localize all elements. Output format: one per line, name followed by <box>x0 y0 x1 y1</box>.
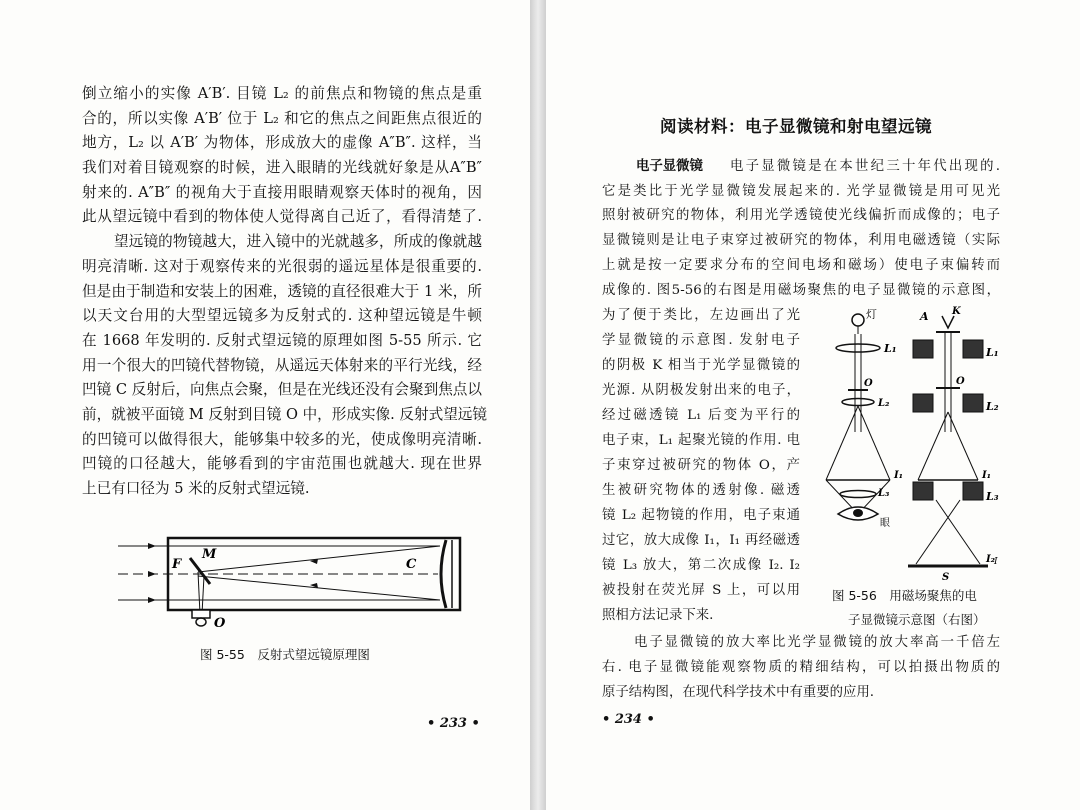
text-line: 镜 L₂ 起物镜的作用，电子束通 <box>602 508 800 523</box>
text-line: 明亮清晰. 这对于观察传来的光很弱的遥远星体是很重要的. <box>82 258 482 275</box>
text-line: 凹镜的口径越大，能够看到的宇宙范围也就越大. 现在世界 <box>82 455 482 472</box>
text-line: 为了便于类比，左边画出了光 <box>602 308 800 323</box>
text-line: 凹镜 C 反射后，向焦点会聚，但是在光线还没有会聚到焦点以 <box>82 381 482 398</box>
text-line: 以天文台用的大型望远镜多为反射式的. 这种望远镜是牛顿 <box>82 307 482 324</box>
page-number: • 234 • <box>602 712 655 727</box>
text-line: 上就是按一定要求分布的空间电场和磁场）使电子束偏转而 <box>602 258 1000 273</box>
label-i2: I₂ <box>986 554 996 565</box>
label-k: K <box>952 306 961 317</box>
text-line: 被投射在荧光屏 S 上，可以用 <box>602 583 800 598</box>
text-line: 我们对着目镜观察的时候，进入眼睛的光线就好象是从A″B″ <box>82 159 482 176</box>
text-line: 合的，所以实像 A′B′ 位于 L₂ 和它的焦点之间距焦点很近的 <box>82 110 482 127</box>
text-line: 照射被研究的物体，利用光学透镜使光线偏折而成像的；电子 <box>602 208 1000 223</box>
label-i1-right: I₁ <box>982 470 992 481</box>
paragraph-heading: 电子显微镜 <box>636 159 703 174</box>
electron-microscope-diagram <box>808 302 1004 584</box>
label-lamp: 灯 <box>866 308 877 321</box>
text-line: 电子显微镜是在本世纪三十年代出现的. <box>730 159 1000 174</box>
text-line: 电子束，L₁ 起聚光镜的作用. 电 <box>602 433 800 448</box>
label-i: I <box>994 557 998 567</box>
text-line: 电子显微镜的放大率比光学显微镜的放大率高一千倍左 <box>634 635 1000 650</box>
text-line: 子束穿过被研究的物体 O，产 <box>602 458 800 473</box>
label-s: S <box>942 572 950 583</box>
text-line: 的凹镜可以做得很大，能够集中较多的光，使成像明亮清晰. <box>82 431 482 448</box>
text-line: 望远镜的物镜越大，进入镜中的光就越多，所成的像就越 <box>114 233 482 250</box>
label-o-right: O <box>956 376 965 387</box>
text-line: 倒立缩小的实像 A′B′. 目镜 L₂ 的前焦点和物镜的焦点是重 <box>82 85 482 102</box>
figure-caption: 图 5-55 反射式望远镜原理图 <box>200 647 370 662</box>
page-number: • 233 • <box>427 716 480 731</box>
text-line: 用一个很大的凹镜代替物镜，从遥远天体射来的平行光线，经 <box>82 357 482 374</box>
label-l3-left: L₃ <box>878 488 890 499</box>
text-line: 原子结构图，在现代科学技术中有重要的应用. <box>602 685 875 700</box>
text-line: 前，就被平面镜 M 反射到目镜 O 中，形成实像. 反射式望远镜 <box>82 406 487 423</box>
right-page <box>546 0 1080 810</box>
label-l2-right: L₂ <box>986 400 999 413</box>
label-i1-left: I₁ <box>894 470 904 481</box>
label-o-left: O <box>864 378 873 389</box>
left-page <box>0 0 530 810</box>
text-line: 经过磁透镜 L₁ 后变为平行的 <box>602 408 800 423</box>
label-c: C <box>406 557 417 572</box>
label-m: M <box>202 547 217 562</box>
text-line: 照相方法记录下来. <box>602 608 714 623</box>
section-title: 阅读材料：电子显微镜和射电望远镜 <box>660 117 932 136</box>
text-line: 右. 电子显微镜能观察物质的精细结构，可以拍摄出物质的 <box>602 660 1000 675</box>
book-gutter <box>530 0 546 810</box>
figure-caption-line-1: 图 5-56 用磁场聚焦的电 <box>832 588 977 603</box>
text-line: 生被研究物体的透射像. 磁透 <box>602 483 800 498</box>
text-line: 但是由于制造和安装上的困难，透镜的直径很难大于 1 米，所 <box>82 283 482 300</box>
text-line: 地方，L₂ 以 A′B′ 为物体，形成放大的虚像 A″B″. 这样，当 <box>82 134 482 151</box>
label-eye: 眼 <box>880 518 890 529</box>
text-line: 过它，放大成像 I₁，I₁ 再经磁透 <box>602 533 800 548</box>
figure-caption-line-2: 子显微镜示意图（右图） <box>848 612 986 627</box>
text-line: 成像的. 图5-56的右图是用磁场聚焦的电子显微镜的示意图， <box>602 283 1000 298</box>
label-l3-right: L₃ <box>986 490 999 503</box>
text-line: 此从望远镜中看到的物体使人觉得离自己近了，看得清楚了. <box>82 208 482 225</box>
text-line: 射来的. A″B″ 的视角大于直接用眼睛观察天体时的视角，因 <box>82 184 482 201</box>
text-line: 的阴极 K 相当于光学显微镜的 <box>602 358 800 373</box>
label-l1-left: L₁ <box>884 342 897 355</box>
text-line: 它是类比于光学显微镜发展起来的. 光学显微镜是用可见光 <box>602 184 1000 199</box>
label-l1-right: L₁ <box>986 346 999 359</box>
label-a: A <box>920 310 929 323</box>
text-line: 显微镜则是让电子束穿过被研究的物体，利用电磁透镜（实际 <box>602 233 1000 248</box>
text-line: 镜 L₃ 放大，第二次成像 I₂. I₂ <box>602 558 800 573</box>
text-line: 上已有口径为 5 米的反射式望远镜. <box>82 480 310 497</box>
first-paragraph-line <box>636 158 1000 176</box>
label-l2-left: L₂ <box>878 398 890 409</box>
text-line: 在 1668 年发明的. 反射式望远镜的原理如图 5-55 所示. 它 <box>82 332 482 349</box>
label-o: O <box>214 616 226 631</box>
text-line: 光源. 从阴极发射出来的电子， <box>602 383 800 398</box>
label-f: F <box>172 557 182 572</box>
reflecting-telescope-diagram <box>118 528 468 633</box>
text-line: 学显微镜的示意图. 发射电子 <box>602 333 800 348</box>
